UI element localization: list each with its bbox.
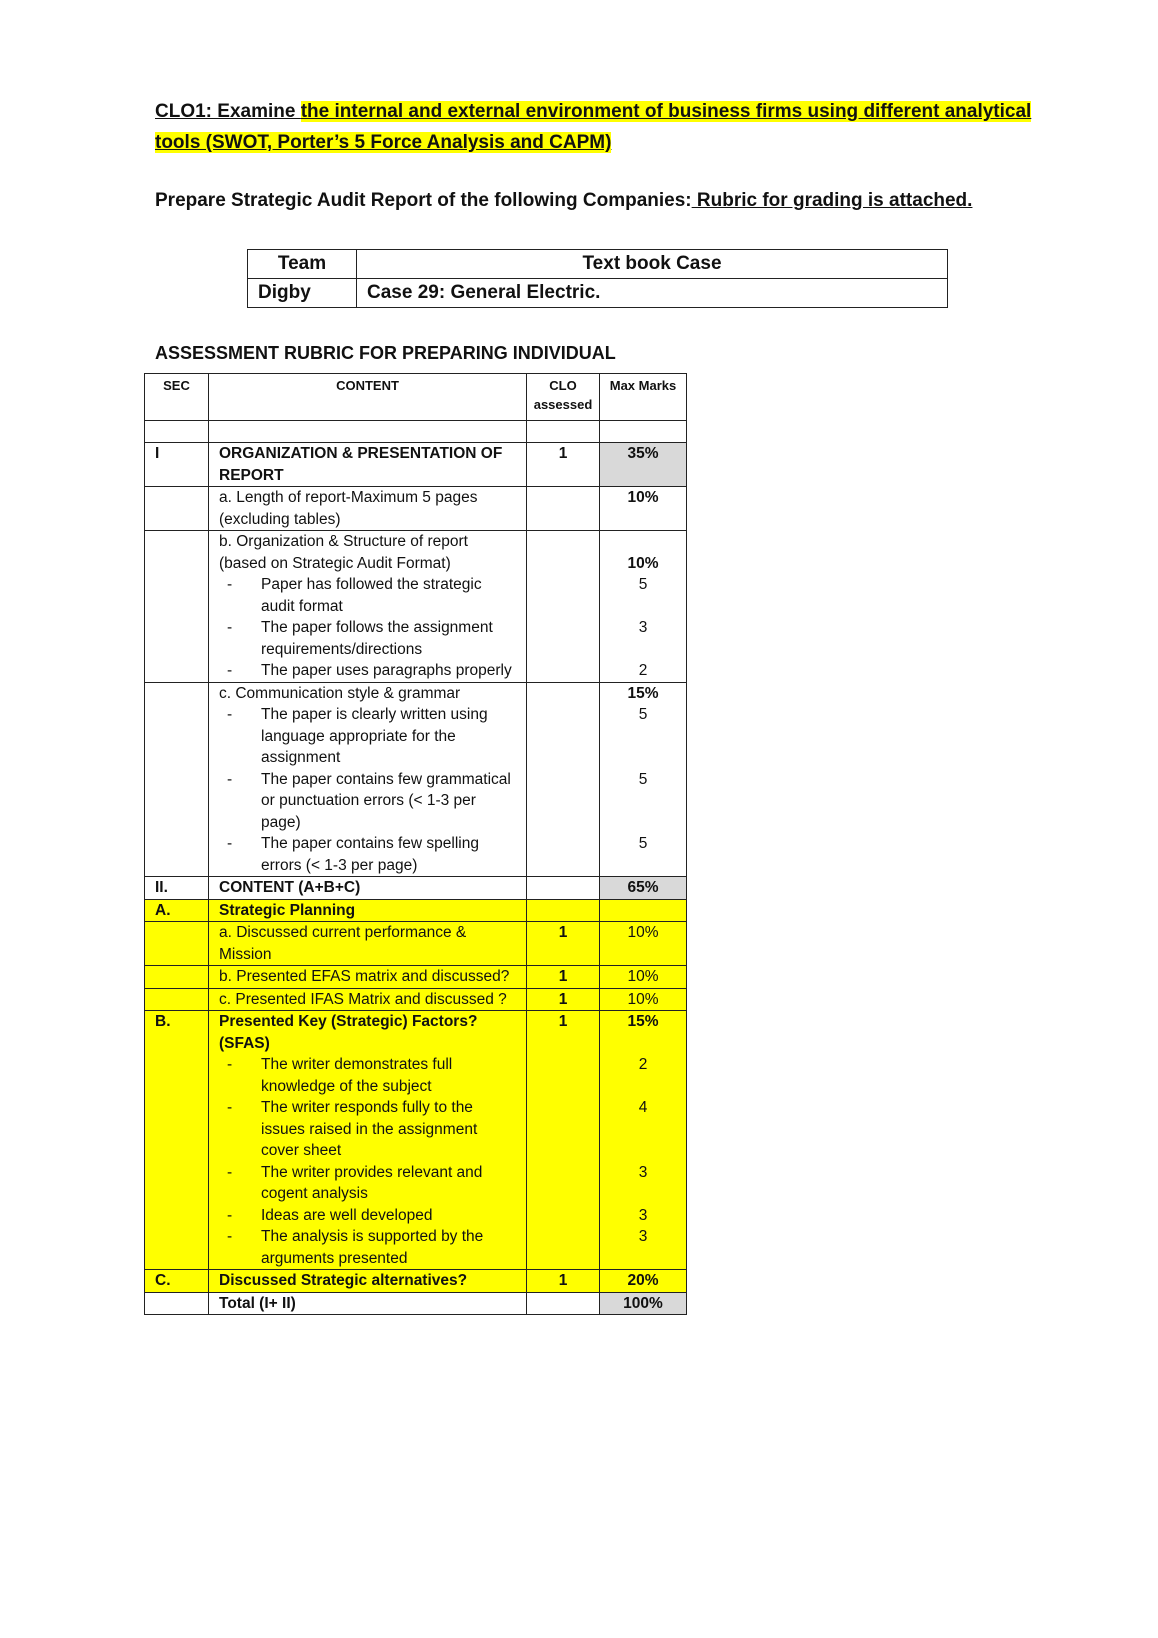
sec-header: SEC [145, 374, 209, 421]
item-mark: 2 [638, 1056, 648, 1073]
max-cell: 100% [600, 1292, 687, 1315]
max-cell [600, 1011, 687, 1270]
sec-cell: II. [145, 877, 209, 900]
instruction-text: Prepare Strategic Audit Report of the following Companies: [155, 190, 692, 211]
clo-statement [155, 96, 1035, 158]
team-case-table [247, 249, 948, 308]
max-cell: 10% [600, 966, 687, 989]
section-mark: 10% [627, 554, 659, 572]
content-header: CONTENT [209, 374, 527, 421]
table-row [145, 877, 687, 900]
case-name: Case 29: General Electric. [357, 279, 948, 308]
case-header: Text book Case [357, 250, 948, 279]
item-mark: 5 [638, 835, 648, 852]
content-cell: Discussed Strategic alternatives? [209, 1270, 527, 1293]
item-mark: 2 [638, 662, 648, 679]
rubric-header-row [145, 374, 687, 421]
table-row [145, 966, 687, 989]
instruction-line [155, 190, 1055, 212]
table-row [145, 443, 687, 487]
max-header: Max Marks [600, 374, 687, 421]
criteria-list [219, 1054, 516, 1269]
table-row [145, 899, 687, 922]
rubric-table [144, 373, 687, 1315]
content-cell [209, 531, 527, 683]
list-item: - Paper has followed the strategic audit format [219, 574, 516, 617]
max-cell: 10% [600, 988, 687, 1011]
content-cell: ORGANIZATION & PRESENTATION OF REPORT [209, 443, 527, 487]
item-mark: 3 [638, 619, 648, 636]
content-cell: b. Presented EFAS matrix and discussed? [209, 966, 527, 989]
item-title: c. Communication style & grammar [219, 684, 461, 702]
max-cell: 20% [600, 1270, 687, 1293]
sec-cell: C. [145, 1270, 209, 1293]
item-mark: 5 [638, 576, 648, 593]
table-row [145, 531, 687, 683]
team-table-header [248, 250, 948, 279]
spacer-row [145, 421, 687, 443]
list-item: - The writer responds fully to the issues raised in the assignment cover sheet [219, 1097, 516, 1162]
list-item: - The paper is clearly written using language appropriate for the assignment [219, 704, 516, 769]
item-mark: 3 [638, 1228, 648, 1245]
table-row [145, 922, 687, 966]
list-item: - The paper uses paragraphs properly [219, 660, 516, 682]
table-row [145, 487, 687, 531]
max-cell: 65% [600, 877, 687, 900]
list-item: - The paper follows the assignment requirements/directions [219, 617, 516, 660]
max-cell: 10% [600, 922, 687, 966]
item-mark: 5 [638, 706, 648, 723]
clo-cell: 1 [527, 922, 600, 966]
item-mark: 5 [638, 770, 648, 788]
item-mark: 4 [638, 1099, 648, 1116]
sec-cell: A. [145, 899, 209, 922]
section-mark: 15% [627, 684, 659, 702]
max-cell [600, 682, 687, 877]
content-cell [209, 1011, 527, 1270]
list-item: - The paper contains few spelling errors (< 1-3 per page) [219, 833, 516, 876]
content-cell: Strategic Planning [209, 899, 527, 922]
team-name: Digby [248, 279, 357, 308]
max-cell [600, 531, 687, 683]
content-cell [209, 682, 527, 877]
clo-cell: 1 [527, 988, 600, 1011]
clo-prefix: CLO1: Examine [155, 101, 301, 122]
content-cell: a. Length of report-Maximum 5 pages (excluding tables) [209, 487, 527, 531]
content-cell: a. Discussed current performance & Mission [209, 922, 527, 966]
max-cell: 35% [600, 443, 687, 487]
clo-cell: 1 [527, 1011, 600, 1270]
list-item: - The writer demonstrates full knowledge of the subject [219, 1054, 516, 1097]
clo-cell: 1 [527, 966, 600, 989]
clo-header: CLO assessed [527, 374, 600, 421]
item-mark: 3 [638, 1206, 648, 1224]
section-mark: 15% [627, 1013, 659, 1030]
content-cell: c. Presented IFAS Matrix and discussed ? [209, 988, 527, 1011]
total-row [145, 1292, 687, 1315]
table-row [145, 1270, 687, 1293]
table-row [145, 1011, 687, 1270]
team-table-row [248, 279, 948, 308]
list-item: - The writer provides relevant and cogent analysis [219, 1162, 516, 1205]
table-row [145, 988, 687, 1011]
sec-cell: B. [145, 1011, 209, 1270]
item-title: b. Organization & Structure of report (based on Strategic Audit Format) [219, 533, 468, 572]
list-item: - The analysis is supported by the arguments presented [219, 1226, 516, 1269]
max-cell: 10% [600, 487, 687, 531]
clo-cell: 1 [527, 443, 600, 487]
content-cell: Total (I+ II) [209, 1292, 527, 1315]
table-row [145, 682, 687, 877]
clo-cell: 1 [527, 1270, 600, 1293]
item-title: Presented Key (Strategic) Factors? (SFAS) [219, 1013, 478, 1052]
sec-cell: I [145, 443, 209, 487]
criteria-list [219, 704, 516, 876]
item-mark: 3 [638, 1163, 648, 1181]
content-cell: CONTENT (A+B+C) [209, 877, 527, 900]
rubric-title: ASSESSMENT RUBRIC FOR PREPARING INDIVIDUAL [155, 343, 616, 363]
instruction-underlined: Rubric for grading is attached. [691, 190, 973, 211]
team-header: Team [248, 250, 357, 279]
list-item: - Ideas are well developed [219, 1205, 516, 1227]
criteria-list [219, 574, 516, 682]
clo-highlighted-text: the internal and external environment of business firms using different analytical tools (SWOT, Porter’s 5 Force Analysis and CAPM) [155, 101, 1032, 153]
list-item: - The paper contains few grammatical or punctuation errors (< 1-3 per page) [219, 769, 516, 834]
